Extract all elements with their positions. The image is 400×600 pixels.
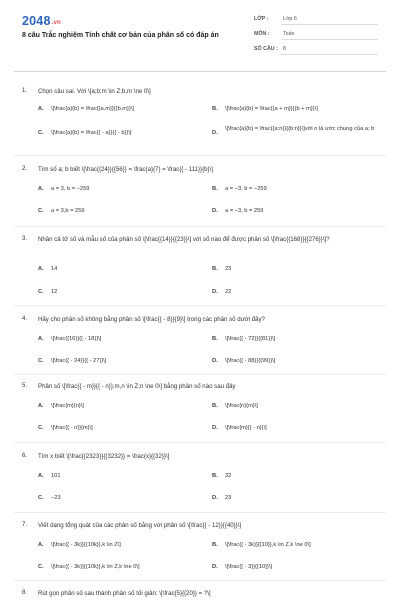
meta-value: Lớp 6 [283, 16, 297, 22]
question-separator [14, 155, 386, 156]
meta-value: Toán [283, 31, 295, 37]
option-letter: D. [212, 358, 218, 364]
question-text: Phân số \[\frac{{ - m}}{{ - n}};m,n \in Z;n \ne 0\] bằng phân số nào sau đây [38, 383, 236, 390]
option-letter: B. [212, 186, 218, 192]
option-text: \[\frac{m}{{ - n}}\] [225, 425, 267, 431]
option-text: 101 [51, 473, 61, 479]
option-text: \[\frac{{ - 3}}{{10}}\] [225, 564, 273, 570]
option-text: a = 3, b = −259 [51, 186, 90, 192]
question-number: 4. [22, 315, 28, 322]
meta-label: LỚP : [254, 16, 269, 22]
meta-subject [254, 29, 378, 40]
option-letter: A. [38, 336, 44, 342]
option-letter: D. [212, 425, 218, 431]
option-text: 14 [51, 266, 58, 272]
question-separator [14, 580, 386, 581]
option-letter: D. [212, 130, 218, 136]
option-letter: B. [212, 473, 218, 479]
option-letter: B. [212, 542, 218, 548]
option-text: 12 [51, 289, 58, 295]
document-header [0, 0, 400, 64]
meta-underline [281, 39, 378, 40]
option-letter: C. [38, 564, 44, 570]
option-text: 23 [225, 495, 232, 501]
meta-question-count [254, 44, 378, 55]
option-text: 22 [225, 289, 232, 295]
option-text: \[\frac{a}{b} = \frac{{a + m}}{{b + m}}\] [225, 106, 318, 112]
header-divider [14, 71, 386, 72]
option-text: 23 [225, 266, 232, 272]
option-letter: A. [38, 266, 44, 272]
question-number: 5. [22, 382, 28, 389]
option-text: −23 [51, 495, 61, 501]
option-letter: D. [212, 289, 218, 295]
question-text: Viết dạng tổng quát của các phân số bằng với phân số \[\frac{{ - 12}}{{40}}\] [38, 522, 242, 529]
question-text: Hãy cho phân số không bằng phân số \[\frac{{ - 8}}{9}\] trong các phân số dưới đây? [38, 316, 265, 323]
question-number: 8. [22, 589, 28, 596]
option-text: 32 [225, 473, 232, 479]
option-letter: D. [212, 208, 218, 214]
question-separator [14, 305, 386, 306]
logo-suffix: .vn [51, 20, 61, 26]
option-text: a = −3, b = −259 [225, 186, 267, 192]
option-letter: D. [212, 495, 218, 501]
option-letter: C. [38, 289, 44, 295]
option-text: \[\frac{m}{n}\] [51, 403, 84, 409]
question-text: Rút gọn phân số sau thành phân số tối giản: \[\frac{5}{{20}} = ?\] [38, 590, 211, 597]
option-letter: D. [212, 564, 218, 570]
option-text: \[\frac{{ - 3k}}{{10k}},k \in Z\] [51, 542, 121, 548]
option-letter: C. [38, 358, 44, 364]
meta-label: MÔN : [254, 31, 270, 37]
question-separator [14, 374, 386, 375]
option-text: \[\frac{a}{b} = \frac{{a.m}}{{b.m}}\] [51, 106, 135, 112]
option-text: \[\frac{{ - n}}{m}\] [51, 425, 93, 431]
option-letter: C. [38, 130, 44, 136]
option-text: a = 3,b = 259 [51, 208, 85, 214]
option-letter: C. [38, 425, 44, 431]
question-separator [14, 512, 386, 513]
question-separator [14, 226, 386, 227]
option-letter: C. [38, 208, 44, 214]
meta-underline [281, 54, 378, 55]
option-letter: B. [212, 403, 218, 409]
meta-grade [254, 14, 378, 25]
option-text: \[\frac{a}{b} = \frac{{ - a}}{{ - b}}\] [51, 130, 132, 136]
option-letter: A. [38, 473, 44, 479]
option-letter: C. [38, 495, 44, 501]
option-text: \[\frac{{ - 3k}}{{10}},k \in Z,k \ne 0\] [225, 542, 311, 548]
meta-label: SỐ CÂU : [254, 46, 278, 52]
option-text: \[\frac{{ - 72}}{{81}}\] [225, 336, 276, 342]
option-text: \[\frac{n}{m}\] [225, 403, 258, 409]
option-letter: A. [38, 106, 44, 112]
question-number: 2. [22, 165, 28, 172]
question-text: Tìm x biết \[\frac{{2323}}{{3232}} = \frac{x}{{32}}\] [38, 453, 170, 460]
option-text: \[\frac{{ - 88}}{{99}}\] [225, 358, 276, 364]
question-separator [14, 442, 386, 443]
meta-underline [281, 24, 378, 25]
document-title: 8 câu Trắc nghiệm Tính chất cơ bản của phân số có đáp án [22, 32, 219, 39]
option-letter: A. [38, 186, 44, 192]
question-number: 6. [22, 452, 28, 459]
meta-value: 8 [283, 46, 286, 52]
option-text: \[\frac{a}{b} = \frac{{a:n}}{{b:n}}\]với n là ước chung của a; b [225, 126, 375, 132]
question-text: Chọn câu sai. Với \[a;b;m \in Z;b,m \ne 0\] [38, 88, 151, 95]
site-logo[interactable] [22, 14, 61, 28]
option-text: \[\frac{{16}}{{ - 18}}\] [51, 336, 102, 342]
option-text: a = −3, b = 259 [225, 208, 264, 214]
logo-text: 2048 [22, 14, 51, 28]
question-number: 1. [22, 87, 28, 94]
option-letter: A. [38, 403, 44, 409]
option-text: \[\frac{{ - 24}}{{ - 27}}\] [51, 358, 107, 364]
option-letter: A. [38, 542, 44, 548]
question-text: Nhân cả tử số và mẫu số của phân số \[\frac{{14}}{{23}}\] với số nào để được phân số \[\frac{{168}}{{276}}\]? [38, 236, 330, 243]
option-text: \[\frac{{ - 3k}}{{10k}},k \in Z,k \ne 0\] [51, 564, 140, 570]
option-letter: B. [212, 106, 218, 112]
question-text: Tìm số a; b biết \[\frac{{24}}{{56}} = \frac{a}{7} = \frac{{ - 111}}{b}\] [38, 166, 213, 173]
question-number: 3. [22, 235, 28, 242]
question-number: 7. [22, 521, 28, 528]
option-letter: B. [212, 266, 218, 272]
option-letter: B. [212, 336, 218, 342]
